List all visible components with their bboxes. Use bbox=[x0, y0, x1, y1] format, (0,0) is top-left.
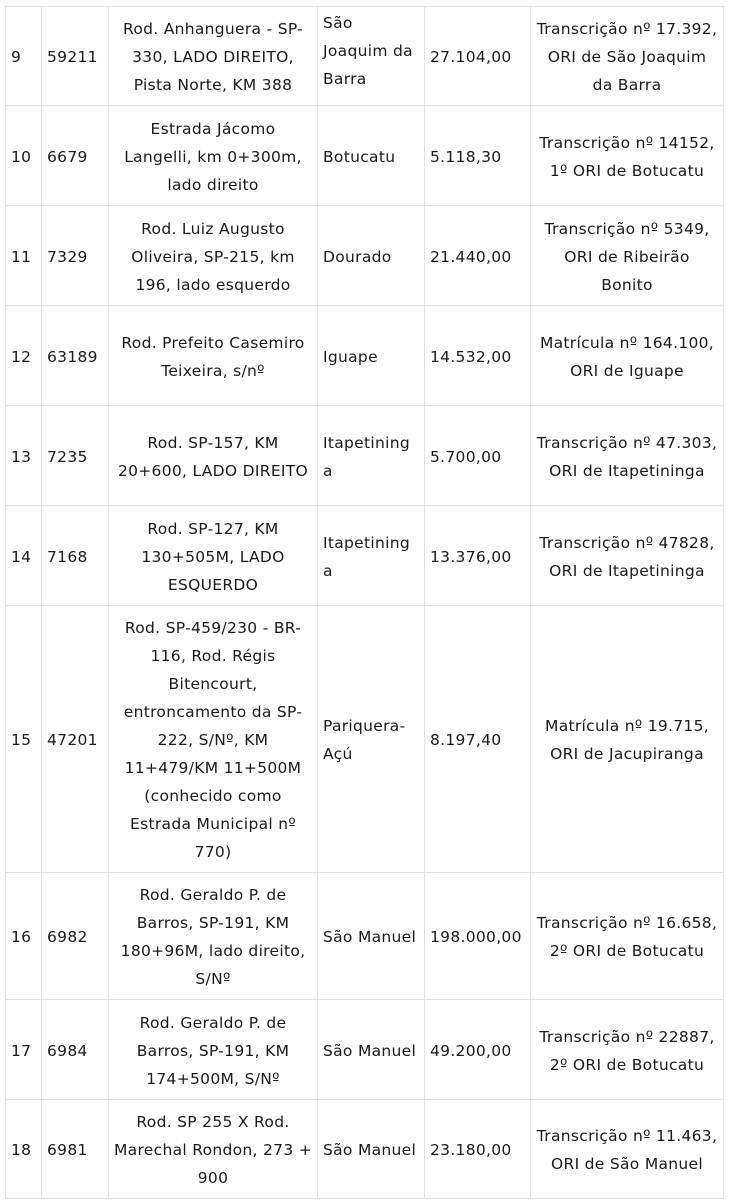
row-number-cell: 18 bbox=[6, 1100, 42, 1199]
table-row bbox=[6, 873, 724, 1000]
city-cell: Iguape bbox=[318, 306, 425, 406]
area-cell: 198.000,00 bbox=[425, 873, 531, 1000]
property-code-cell: 63189 bbox=[42, 306, 109, 406]
area-cell: 49.200,00 bbox=[425, 1000, 531, 1100]
property-code-cell: 7235 bbox=[42, 406, 109, 506]
area-cell: 14.532,00 bbox=[425, 306, 531, 406]
address-cell: Rod. SP-127, KM 130+505M, LADO ESQUERDO bbox=[109, 506, 318, 606]
area-cell: 8.197,40 bbox=[425, 606, 531, 873]
registry-cell: Matrícula nº 164.100, ORI de Iguape bbox=[531, 306, 724, 406]
area-cell: 27.104,00 bbox=[425, 7, 531, 106]
property-code-cell: 7168 bbox=[42, 506, 109, 606]
area-cell: 5.118,30 bbox=[425, 106, 531, 206]
property-table bbox=[5, 6, 724, 1199]
row-number-cell: 16 bbox=[6, 873, 42, 1000]
city-cell: Pariquera-Açú bbox=[318, 606, 425, 873]
city-cell: São Manuel bbox=[318, 1100, 425, 1199]
table-row bbox=[6, 306, 724, 406]
city-cell: Botucatu bbox=[318, 106, 425, 206]
city-cell: Dourado bbox=[318, 206, 425, 306]
registry-cell: Transcrição nº 22887, 2º ORI de Botucatu bbox=[531, 1000, 724, 1100]
registry-cell: Transcrição nº 5349, ORI de Ribeirão Bonito bbox=[531, 206, 724, 306]
row-number-cell: 15 bbox=[6, 606, 42, 873]
property-code-cell: 6984 bbox=[42, 1000, 109, 1100]
table-row bbox=[6, 406, 724, 506]
registry-cell: Transcrição nº 11.463, ORI de São Manuel bbox=[531, 1100, 724, 1199]
address-cell: Rod. Anhanguera - SP-330, LADO DIREITO, Pista Norte, KM 388 bbox=[109, 7, 318, 106]
table-row bbox=[6, 1100, 724, 1199]
registry-cell: Matrícula nº 19.715, ORI de Jacupiranga bbox=[531, 606, 724, 873]
city-cell: Itapetininga bbox=[318, 506, 425, 606]
area-cell: 13.376,00 bbox=[425, 506, 531, 606]
registry-cell: Transcrição nº 17.392, ORI de São Joaquim da Barra bbox=[531, 7, 724, 106]
table-row bbox=[6, 1000, 724, 1100]
row-number-cell: 17 bbox=[6, 1000, 42, 1100]
address-cell: Estrada Jácomo Langelli, km 0+300m, lado direito bbox=[109, 106, 318, 206]
property-code-cell: 6981 bbox=[42, 1100, 109, 1199]
address-cell: Rod. Geraldo P. de Barros, SP-191, KM 180+96M, lado direito, S/Nº bbox=[109, 873, 318, 1000]
property-code-cell: 7329 bbox=[42, 206, 109, 306]
area-cell: 21.440,00 bbox=[425, 206, 531, 306]
address-cell: Rod. SP 255 X Rod. Marechal Rondon, 273 + 900 bbox=[109, 1100, 318, 1199]
property-code-cell: 47201 bbox=[42, 606, 109, 873]
table-row bbox=[6, 506, 724, 606]
row-number-cell: 11 bbox=[6, 206, 42, 306]
table-row bbox=[6, 606, 724, 873]
registry-cell: Transcrição nº 47.303, ORI de Itapetininga bbox=[531, 406, 724, 506]
row-number-cell: 10 bbox=[6, 106, 42, 206]
address-cell: Rod. Luiz Augusto Oliveira, SP-215, km 196, lado esquerdo bbox=[109, 206, 318, 306]
property-code-cell: 6982 bbox=[42, 873, 109, 1000]
property-code-cell: 59211 bbox=[42, 7, 109, 106]
city-cell: São Manuel bbox=[318, 1000, 425, 1100]
row-number-cell: 14 bbox=[6, 506, 42, 606]
table-row bbox=[6, 106, 724, 206]
area-cell: 23.180,00 bbox=[425, 1100, 531, 1199]
city-cell: Itapetininga bbox=[318, 406, 425, 506]
property-code-cell: 6679 bbox=[42, 106, 109, 206]
area-cell: 5.700,00 bbox=[425, 406, 531, 506]
row-number-cell: 9 bbox=[6, 7, 42, 106]
address-cell: Rod. SP-459/230 - BR-116, Rod. Régis Bitencourt, entroncamento da SP-222, S/Nº, KM 11+479/KM 11+500M (conhecido como Estrada Municipal nº 770) bbox=[109, 606, 318, 873]
table-row bbox=[6, 206, 724, 306]
row-number-cell: 13 bbox=[6, 406, 42, 506]
address-cell: Rod. Geraldo P. de Barros, SP-191, KM 174+500M, S/Nº bbox=[109, 1000, 318, 1100]
table-row bbox=[6, 7, 724, 106]
city-cell: São Manuel bbox=[318, 873, 425, 1000]
address-cell: Rod. SP-157, KM 20+600, LADO DIREITO bbox=[109, 406, 318, 506]
registry-cell: Transcrição nº 16.658, 2º ORI de Botucatu bbox=[531, 873, 724, 1000]
registry-cell: Transcrição nº 47828, ORI de Itapetininga bbox=[531, 506, 724, 606]
address-cell: Rod. Prefeito Casemiro Teixeira, s/nº bbox=[109, 306, 318, 406]
row-number-cell: 12 bbox=[6, 306, 42, 406]
city-cell: São Joaquim da Barra bbox=[318, 7, 425, 106]
registry-cell: Transcrição nº 14152, 1º ORI de Botucatu bbox=[531, 106, 724, 206]
